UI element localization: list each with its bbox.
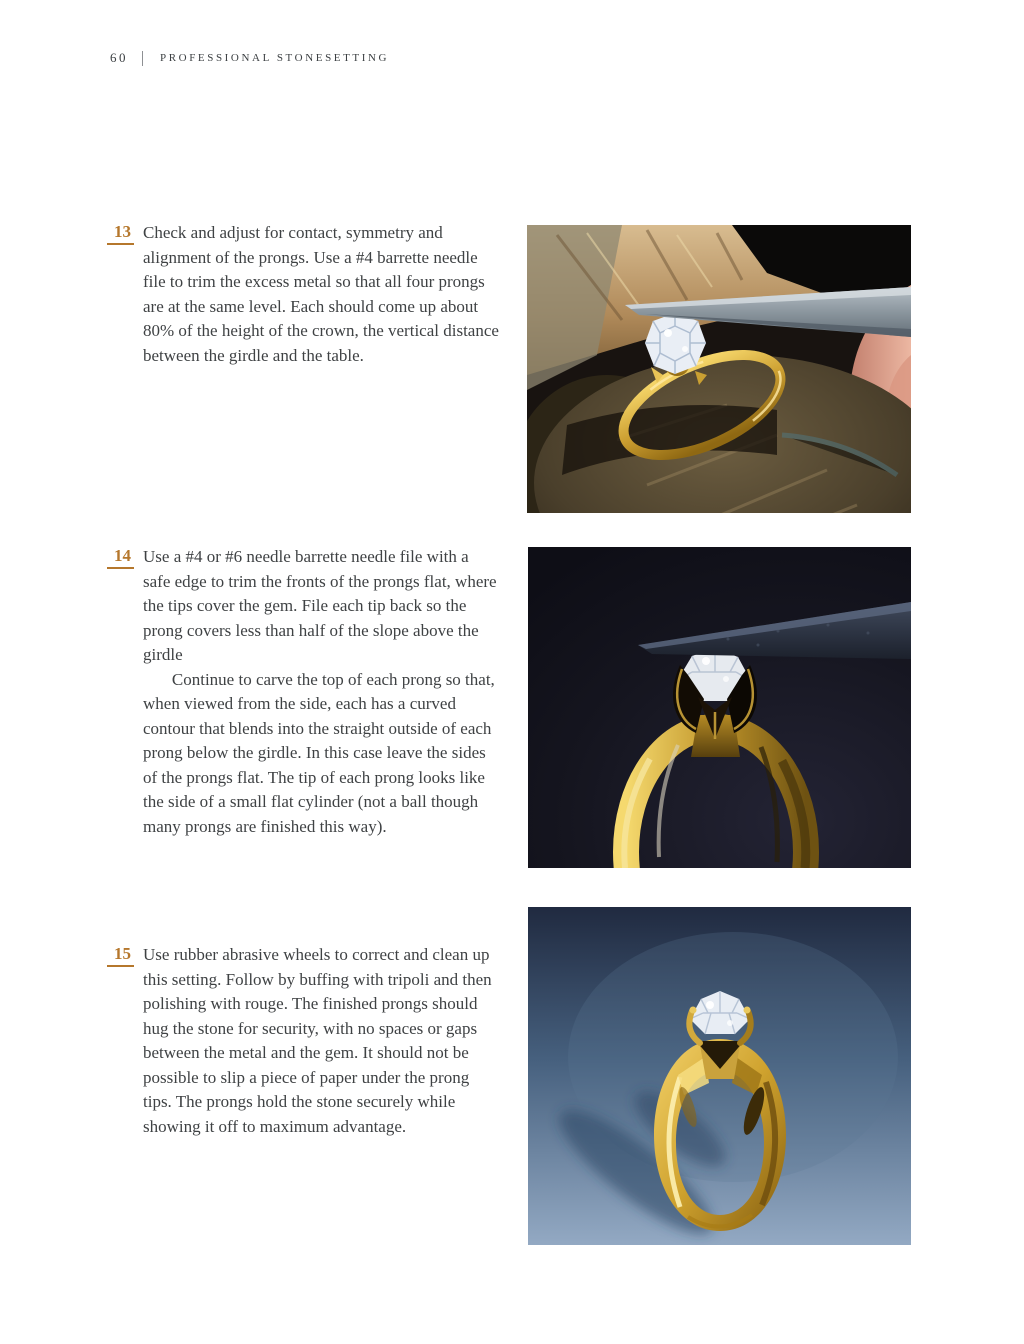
step-15-number: 15 bbox=[107, 943, 134, 967]
header-divider bbox=[142, 51, 143, 66]
running-head-title: PROFESSIONAL STONESETTING bbox=[160, 52, 390, 64]
step-14-paragraph-1: Use a #4 or #6 needle barrette needle file with a safe edge to trim the fronts of the prongs flat, where the tips cover the gem. File each tip back so the prong covers less than half of the slope above the girdle bbox=[143, 547, 497, 664]
step-14-number: 14 bbox=[107, 545, 134, 569]
step-14-paragraph-2: Continue to carve the top of each prong so that, when viewed from the side, each has a curved contour that blends into the straight outside of each prong below the girdle. In this case leave the sides of the prongs flat. The tip of each prong looks like the side of a small flat cylinder (not a ball though many prongs are finished this way). bbox=[143, 669, 495, 836]
prong-trimming-illustration bbox=[528, 547, 911, 868]
finished-ring-illustration bbox=[528, 907, 911, 1245]
step-15-section bbox=[107, 943, 502, 1139]
step-13-number: 13 bbox=[107, 221, 134, 245]
step-15-text bbox=[143, 943, 499, 1139]
ring-clamp-filing-illustration bbox=[527, 225, 911, 513]
step-14-text bbox=[143, 545, 499, 839]
step-13-text bbox=[143, 221, 499, 368]
page-number: 60 bbox=[110, 50, 128, 65]
step-13-photo bbox=[527, 225, 911, 513]
page-header bbox=[110, 50, 389, 66]
step-14-section bbox=[107, 545, 502, 839]
step-14-photo bbox=[528, 547, 911, 868]
step-13-section bbox=[107, 221, 502, 368]
step-15-paragraph: Use rubber abrasive wheels to correct and clean up this setting. Follow by buffing with tripoli and then polishing with rouge. The finished prongs should hug the stone for security, with no spaces or gaps between the metal and the gem. It should not be possible to slip a piece of paper under the prong tips. The prongs hold the stone securely while showing it off to maximum advantage. bbox=[143, 945, 492, 1136]
step-13-paragraph: Check and adjust for contact, symmetry and alignment of the prongs. Use a #4 barrette needle file to trim the excess metal so that all four prongs are at the same level. Each should come up about 80% of the height of the crown, the vertical distance between the girdle and the table. bbox=[143, 223, 499, 365]
step-15-photo bbox=[528, 907, 911, 1245]
